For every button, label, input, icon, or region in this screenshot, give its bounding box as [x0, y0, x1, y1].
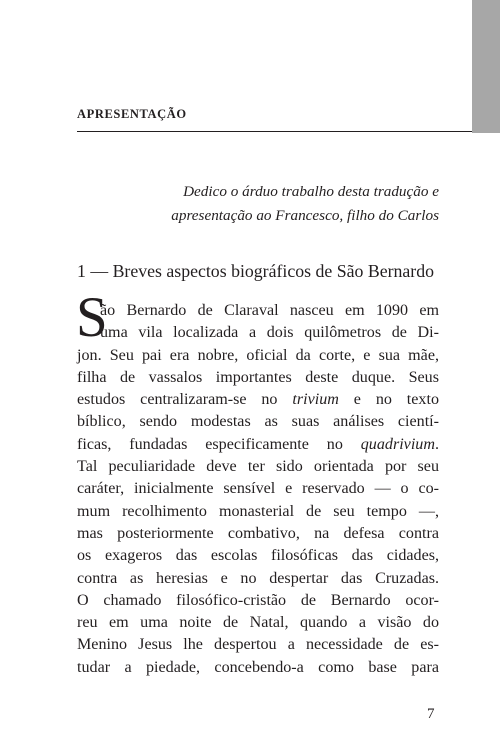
text-run: estudos centralizaram-se no: [77, 391, 293, 409]
body-line: [77, 501, 439, 523]
text-run: contra as heresias e no despertar das Cruzadas.: [77, 569, 439, 587]
text-run: .: [434, 435, 439, 453]
body-line: [77, 523, 439, 545]
body-line: [77, 434, 439, 456]
page-number: 7: [427, 706, 435, 722]
body-line: [77, 478, 439, 500]
text-run: Tal peculiaridade deve ter sido orientada por seu: [77, 458, 439, 476]
body-line: [77, 545, 439, 567]
italic-term: trivium: [292, 391, 339, 409]
header-rule: [77, 131, 472, 132]
running-head: APRESENTAÇÃO: [77, 107, 187, 121]
text-run: reu em uma noite de Natal, quando a visão do: [77, 614, 439, 632]
body-line: [77, 300, 439, 322]
body-line: [77, 322, 439, 344]
body-line: [77, 411, 439, 433]
text-run: uma vila localizada a dois quilômetros de Di-: [100, 324, 439, 342]
text-run: caráter, inicialmente sensível e reservado — o co-: [77, 480, 439, 498]
body-line: [77, 612, 439, 634]
body-line: [77, 657, 439, 679]
thumb-index-tab: [472, 0, 500, 133]
text-run: e no texto: [338, 391, 439, 409]
text-run: ão Bernardo de Claraval nasceu em 1090 em: [100, 302, 439, 319]
text-run: filha de vassalos importantes deste duque. Seus: [77, 368, 439, 386]
italic-term: quadrivium: [360, 435, 435, 453]
body-line: [77, 367, 439, 389]
body-line: [77, 634, 439, 656]
text-run: mas posteriormente combativo, na defesa contra: [77, 524, 439, 542]
text-run: O chamado filosófico-cristão de Bernardo ocor-: [77, 591, 439, 609]
body-line: [77, 456, 439, 478]
text-run: ficas, fundadas especificamente no: [77, 435, 361, 453]
text-run: jon. Seu pai era nobre, oficial da corte, e sua mãe,: [77, 346, 439, 364]
text-run: bíblico, sendo modestas as suas análises cientí-: [77, 413, 439, 431]
body-line: [77, 345, 439, 367]
body-paragraph: [77, 300, 439, 679]
dedication-line: apresentação ao Francesco, filho do Carlos: [171, 207, 439, 224]
section-title: 1 — Breves aspectos biográficos de São Bernardo: [77, 261, 435, 281]
body-line: [77, 568, 439, 590]
dedication: [77, 180, 439, 228]
body-line: [77, 590, 439, 612]
dedication-line: Dedico o árduo trabalho desta tradução e: [183, 183, 439, 200]
text-run: Menino Jesus lhe despertou a necessidade de es-: [77, 636, 439, 654]
drop-cap: S: [76, 286, 108, 349]
text-run: os exageros das escolas filosóficas das cidades,: [77, 547, 439, 565]
text-run: tudar a piedade, concebendo-a como base para: [77, 658, 439, 676]
text-run: mum recolhimento monasterial de seu tempo —,: [77, 502, 439, 520]
body-line: [77, 389, 439, 411]
